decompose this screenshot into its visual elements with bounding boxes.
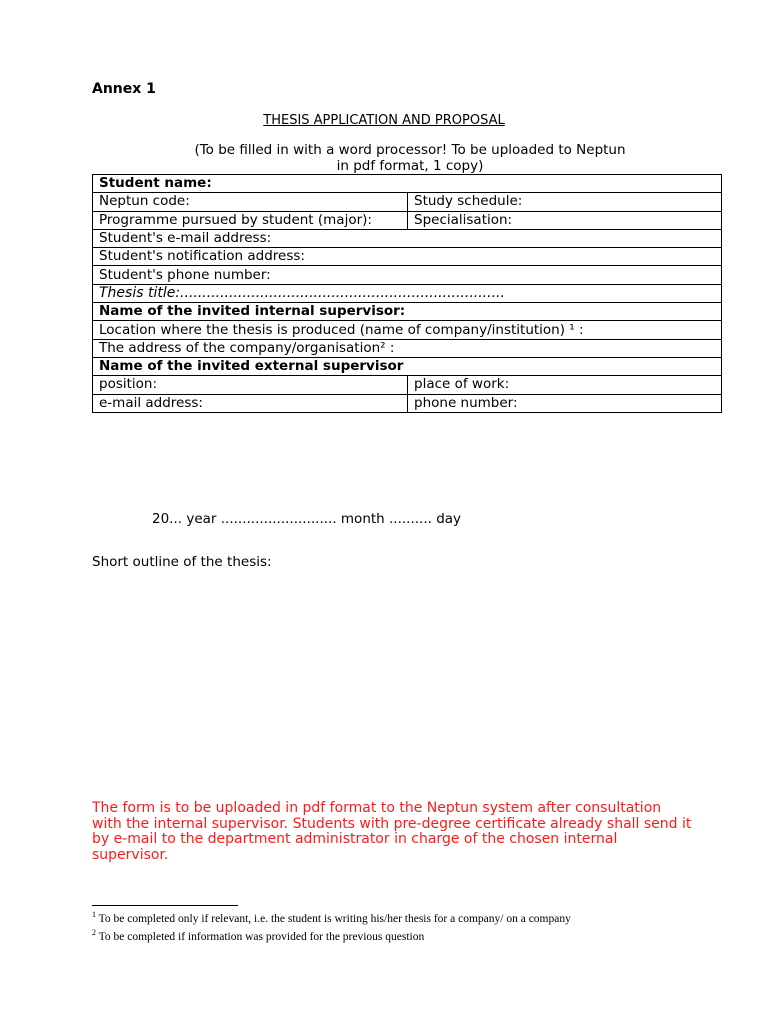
table-row — [93, 357, 722, 375]
study-schedule-field[interactable]: Study schedule: — [408, 193, 722, 211]
table-row — [93, 248, 722, 266]
table-row — [93, 303, 722, 321]
external-email-field[interactable]: e-mail address: — [93, 394, 408, 412]
table-row — [93, 321, 722, 339]
table-row — [93, 175, 722, 193]
footnote-2-text: To be completed if information was provided for the previous question — [96, 931, 425, 944]
footnote-2-mark: 2 — [92, 928, 96, 938]
programme-field[interactable]: Programme pursued by student (major): — [93, 211, 408, 229]
footnote-1-text: To be completed only if relevant, i.e. the student is writing his/her thesis for a company/ on a company — [96, 912, 571, 925]
neptun-code-field[interactable]: Neptun code: — [93, 193, 408, 211]
page-title: THESIS APPLICATION AND PROPOSAL — [263, 113, 505, 128]
student-name-field[interactable]: Student name: — [93, 175, 722, 193]
table-row — [93, 394, 722, 412]
instruction-line-1: (To be filled in with a word processor! To be uploaded to Neptun — [194, 142, 626, 158]
table-row — [93, 211, 722, 229]
notification-address-field[interactable]: Student's notification address: — [93, 248, 722, 266]
table-row — [93, 339, 722, 357]
company-address-field[interactable]: The address of the company/organisation² : — [93, 339, 722, 357]
internal-supervisor-field[interactable]: Name of the invited internal supervisor: — [93, 303, 722, 321]
date-line[interactable]: 20... year ........................... month .......... day — [152, 511, 462, 527]
specialisation-field[interactable]: Specialisation: — [408, 211, 722, 229]
external-supervisor-field[interactable]: Name of the invited external supervisor — [93, 357, 722, 375]
footnote-2 — [92, 926, 571, 944]
place-of-work-field[interactable]: place of work: — [408, 376, 722, 394]
thesis-location-field[interactable]: Location where the thesis is produced (name of company/institution) ¹ : — [93, 321, 722, 339]
upload-notice: The form is to be uploaded in pdf format to the Neptun system after consultation with the internal supervisor. Students with pre-degree certificate already shall send it by e-mail to the department administrator in charge of the chosen internal supervisor. — [92, 800, 692, 864]
footnote-divider — [92, 905, 238, 906]
external-phone-field[interactable]: phone number: — [408, 394, 722, 412]
table-row — [93, 229, 722, 247]
table-row — [93, 193, 722, 211]
position-field[interactable]: position: — [93, 376, 408, 394]
table-row — [93, 284, 722, 302]
phone-field[interactable]: Student's phone number: — [93, 266, 722, 284]
instruction-note — [170, 142, 650, 174]
table-row — [93, 266, 722, 284]
table-row — [93, 376, 722, 394]
annex-heading: Annex 1 — [92, 81, 156, 97]
thesis-title-field[interactable]: Thesis title:......................................................................... — [93, 284, 722, 302]
outline-label: Short outline of the thesis: — [92, 554, 272, 570]
footnote-1-mark: 1 — [92, 910, 96, 919]
application-form-table — [92, 174, 722, 413]
instruction-line-2: in pdf format, 1 copy) — [336, 158, 484, 174]
email-field[interactable]: Student's e-mail address: — [93, 229, 722, 247]
footnotes — [92, 908, 571, 945]
footnote-1 — [92, 908, 571, 926]
